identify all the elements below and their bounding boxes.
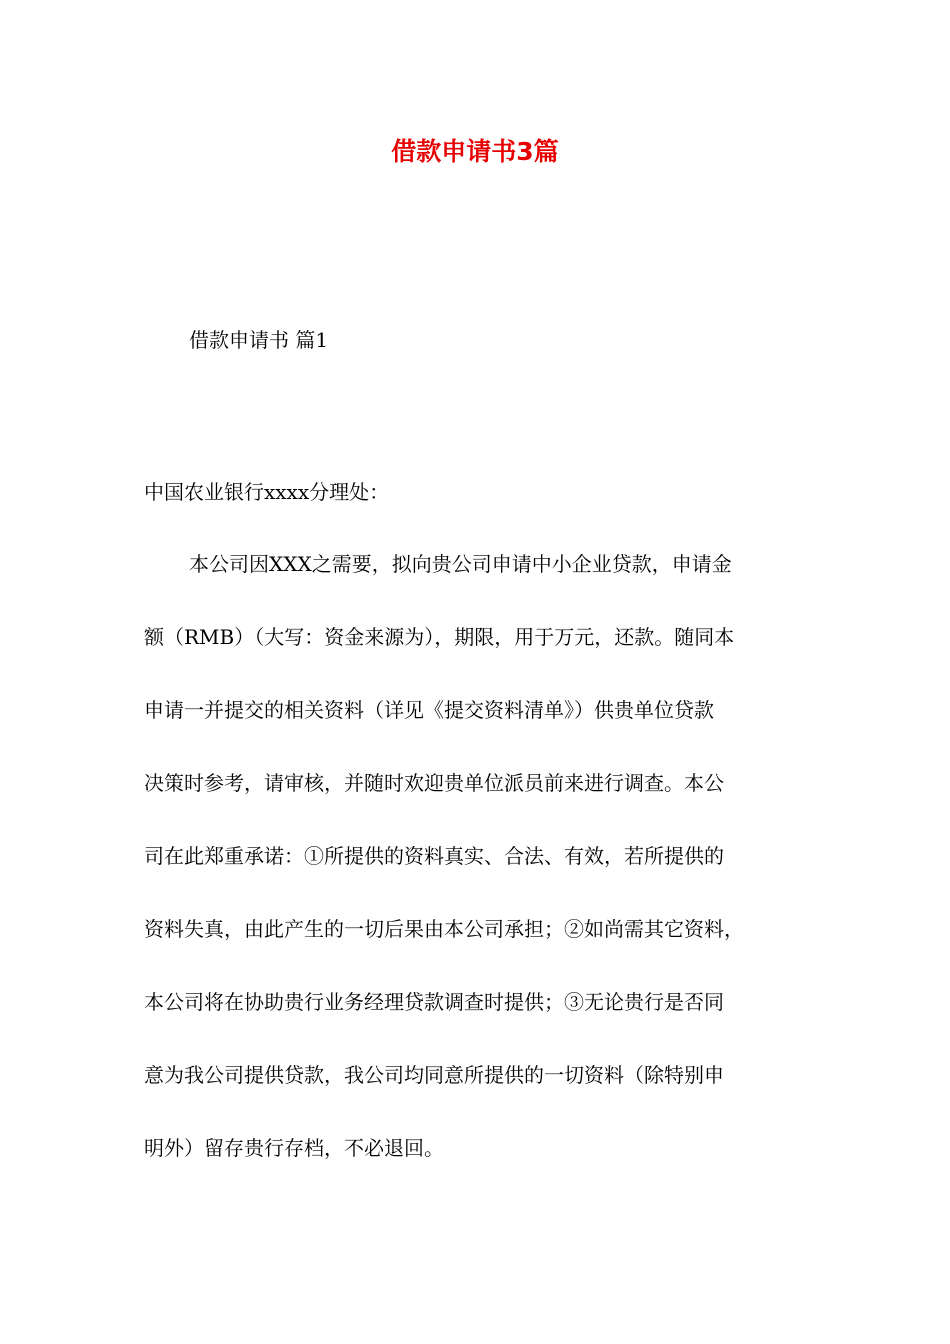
document-title: 借款申请书3篇 (391, 137, 559, 166)
body-line: 资料失真，由此产生的一切后果由本公司承担；②如尚需其它资料， (144, 917, 744, 941)
body-line: 司在此郑重承诺：①所提供的资料真实、合法、有效，若所提供的 (144, 844, 724, 868)
body-line: 申请一并提交的相关资料（详见《提交资料清单》）供贵单位贷款 (144, 698, 714, 722)
body-line: 额（RMB）（大写：资金来源为），期限，用于万元，还款。随同本 (144, 625, 735, 649)
body-line: 明外）留存贵行存档，不必退回。 (144, 1136, 444, 1160)
body-line: 本公司因XXX之需要，拟向贵公司申请中小企业贷款，申请金 (189, 552, 732, 576)
salutation: 中国农业银行xxxx分理处： (144, 480, 390, 504)
body-paragraph (144, 546, 844, 1203)
body-line: 决策时参考，请审核，并随时欢迎贵单位派员前来进行调查。本公 (144, 771, 724, 795)
body-line: 意为我公司提供贷款，我公司均同意所提供的一切资料（除特别申 (144, 1063, 724, 1087)
section-heading: 借款申请书 篇1 (189, 328, 329, 352)
body-line: 本公司将在协助贵行业务经理贷款调查时提供；③无论贵行是否同 (144, 990, 724, 1014)
